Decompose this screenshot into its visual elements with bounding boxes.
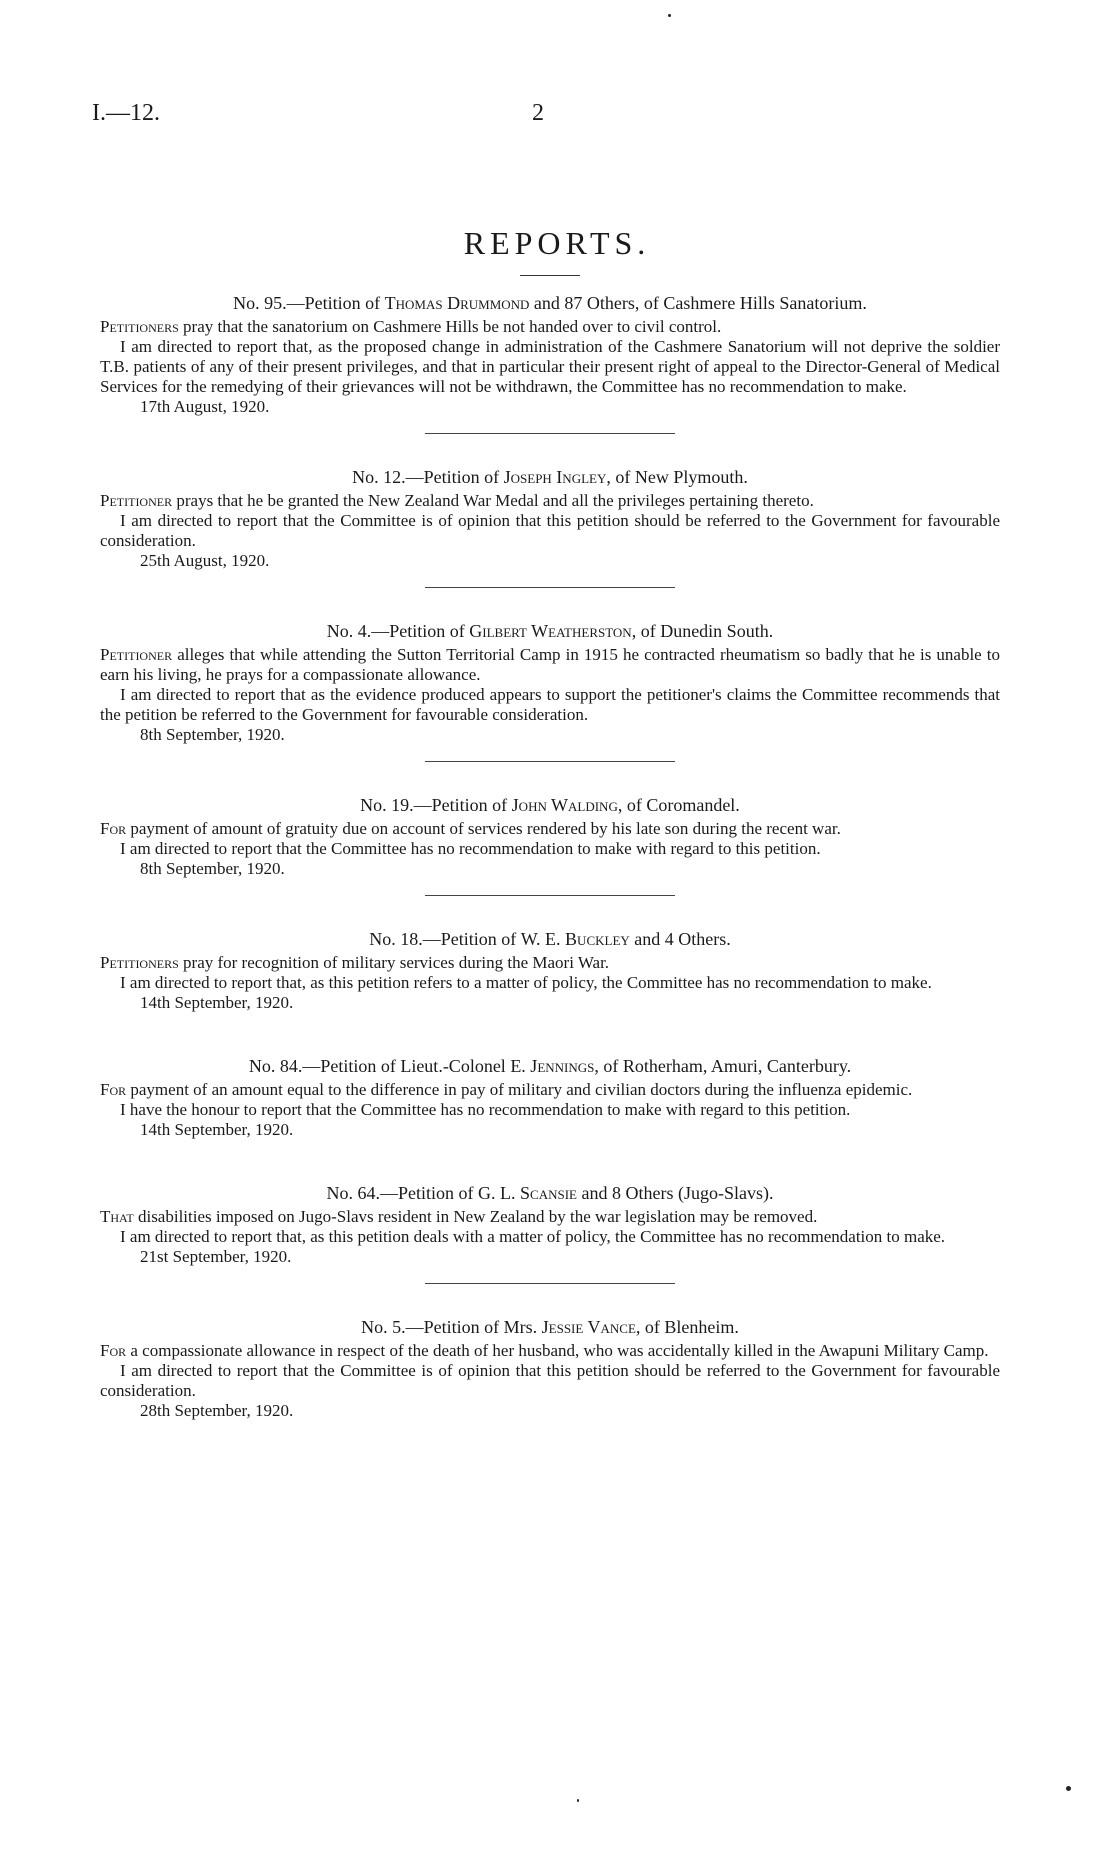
subject-lead: For [100, 1080, 127, 1099]
section-divider [425, 895, 675, 896]
report-entry [100, 466, 1000, 571]
report-heading [100, 928, 1000, 950]
report-number: No. 84. [248, 1056, 303, 1076]
report-subject [100, 491, 1000, 511]
report-subject [100, 1341, 1000, 1361]
report-entry [100, 794, 1000, 879]
report-body: I am directed to report that the Committee is of opinion that this petition should be referred to the Government for favourable consideration. [100, 511, 1000, 550]
report-entry [100, 1316, 1000, 1421]
petitioner-name: W. E. Buckley [520, 929, 630, 949]
petitioner-name: E. Jennings [510, 1056, 595, 1076]
report-number: No. 64. [326, 1183, 381, 1203]
petitioner-name: G. L. Scansie [478, 1183, 577, 1203]
petition-suffix: and 8 Others (Jugo-Slavs). [581, 1183, 774, 1203]
section-divider [425, 1283, 675, 1284]
petitioner-name: Thomas Drummond [384, 293, 530, 313]
petitioner-name: Joseph Ingley [503, 467, 607, 487]
report-heading [100, 292, 1000, 314]
report-heading [100, 794, 1000, 816]
title-rule [520, 275, 580, 276]
report-subject [100, 645, 1000, 685]
subject-lead: For [100, 1341, 127, 1360]
scan-speck [668, 14, 671, 17]
scan-speck [1066, 1786, 1071, 1791]
report-heading [100, 466, 1000, 488]
petition-prefix: —Petition of [380, 1183, 474, 1203]
page-number: 2 [532, 100, 544, 126]
report-date: 8th September, 1920. [140, 859, 285, 878]
report-number: No. 5. [361, 1317, 406, 1337]
report-entry [100, 620, 1000, 745]
petition-prefix: —Petition of Lieut.-Colonel [302, 1056, 506, 1076]
subject-text: alleges that while attending the Sutton Territorial Camp in 1915 he contracted rheumatism so badly that he is unable to earn his living, he prays for a compassionate allowance. [100, 645, 1001, 684]
subject-text: payment of an amount equal to the difference in pay of military and civilian doctors during the influenza epidemic. [130, 1080, 913, 1099]
report-number: No. 95. [233, 293, 287, 313]
section-divider [425, 587, 675, 588]
document-id: I.—12. [92, 100, 160, 126]
subject-lead: Petitioner [100, 645, 173, 664]
page-header [92, 100, 1022, 130]
report-entry [100, 1055, 1000, 1140]
report-subject [100, 317, 1000, 337]
scan-speck [577, 1799, 579, 1802]
subject-lead: That [100, 1207, 134, 1226]
petitioner-name: Jessie Vance [541, 1317, 636, 1337]
section-divider [425, 433, 675, 434]
petition-suffix: and 87 Others, of Cashmere Hills Sanatorium. [533, 293, 867, 313]
report-subject [100, 819, 1000, 839]
report-heading [100, 1316, 1000, 1338]
subject-lead: Petitioners [100, 317, 179, 336]
section-spacer [100, 1013, 1000, 1055]
report-body: I am directed to report that as the evidence produced appears to support the petitioner's claims the Committee recommends that the petition be referred to the Government for favourable consideration. [100, 685, 1000, 724]
subject-text: pray for recognition of military services during the Maori War. [183, 953, 610, 972]
report-subject [100, 1207, 1000, 1227]
petition-prefix: —Petition of [286, 293, 381, 313]
report-date: 8th September, 1920. [140, 725, 285, 744]
petition-prefix: —Petition of Mrs. [405, 1317, 538, 1337]
report-heading [100, 1055, 1000, 1077]
petition-suffix: , of Blenheim. [635, 1317, 739, 1337]
reports-list [100, 292, 1000, 1421]
report-subject [100, 953, 1000, 973]
report-date: 28th September, 1920. [140, 1401, 294, 1420]
petition-suffix: , of Rotherham, Amuri, Canterbury. [594, 1056, 852, 1076]
petition-prefix: —Petition of [371, 621, 465, 641]
report-entry [100, 292, 1000, 417]
subject-lead: For [100, 819, 127, 838]
report-body: I have the honour to report that the Committee has no recommendation to make with regard to this petition. [120, 1100, 851, 1119]
report-body: I am directed to report that the Committee is of opinion that this petition should be referred to the Government for favourable consideration. [100, 1361, 1000, 1400]
petition-suffix: , of Dunedin South. [631, 621, 774, 641]
subject-text: pray that the sanatorium on Cashmere Hills be not handed over to civil control. [183, 317, 722, 336]
petitioner-name: John Walding [511, 795, 618, 815]
petition-suffix: , of New Plymouth. [606, 467, 748, 487]
petition-prefix: —Petition of [405, 467, 500, 487]
section-divider [425, 761, 675, 762]
petition-suffix: , of Coromandel. [617, 795, 740, 815]
petition-prefix: —Petition of [422, 929, 517, 949]
subject-text: disabilities imposed on Jugo-Slavs resident in New Zealand by the war legislation may be removed. [137, 1207, 818, 1226]
report-entry [100, 1182, 1000, 1267]
section-spacer [100, 1140, 1000, 1182]
page-title: REPORTS. [463, 225, 651, 261]
report-subject [100, 1080, 1000, 1100]
subject-text: a compassionate allowance in respect of the death of her husband, who was accidentally killed in the Awapuni Military Camp. [130, 1341, 989, 1360]
subject-text: payment of amount of gratuity due on account of services rendered by his late son during the recent war. [130, 819, 841, 838]
report-number: No. 12. [352, 467, 406, 487]
report-number: No. 4. [326, 621, 372, 641]
report-number: No. 18. [369, 929, 423, 949]
report-date: 21st September, 1920. [140, 1247, 292, 1266]
subject-lead: Petitioner [100, 491, 173, 510]
report-date: 25th August, 1920. [140, 551, 270, 570]
report-number: No. 19. [360, 795, 414, 815]
report-heading [100, 1182, 1000, 1204]
subject-text: prays that he be granted the New Zealand War Medal and all the privileges pertaining thereto. [176, 491, 814, 510]
report-body: I am directed to report that, as this petition deals with a matter of policy, the Committee has no recommendation to make. [120, 1227, 946, 1246]
report-body: I am directed to report that, as this petition refers to a matter of policy, the Committee has no recommendation to make. [120, 973, 932, 992]
report-date: 14th September, 1920. [140, 993, 294, 1012]
report-body: I am directed to report that, as the proposed change in administration of the Cashmere Sanatorium will not deprive the soldier T.B. patients of any of their present privileges, and that in particular their present right of appeal to the Director-General of Medical Services for the remedying of their grievances will not be withdrawn, the Committee has no recommendation to make. [100, 337, 1000, 396]
petition-suffix: and 4 Others. [634, 929, 731, 949]
subject-lead: Petitioners [100, 953, 179, 972]
report-heading [100, 620, 1000, 642]
petitioner-name: Gilbert Weatherston [469, 621, 632, 641]
report-entry [100, 928, 1000, 1013]
report-body: I am directed to report that the Committee has no recommendation to make with regard to this petition. [120, 839, 821, 858]
report-date: 14th September, 1920. [140, 1120, 294, 1139]
report-date: 17th August, 1920. [140, 397, 270, 416]
petition-prefix: —Petition of [413, 795, 508, 815]
